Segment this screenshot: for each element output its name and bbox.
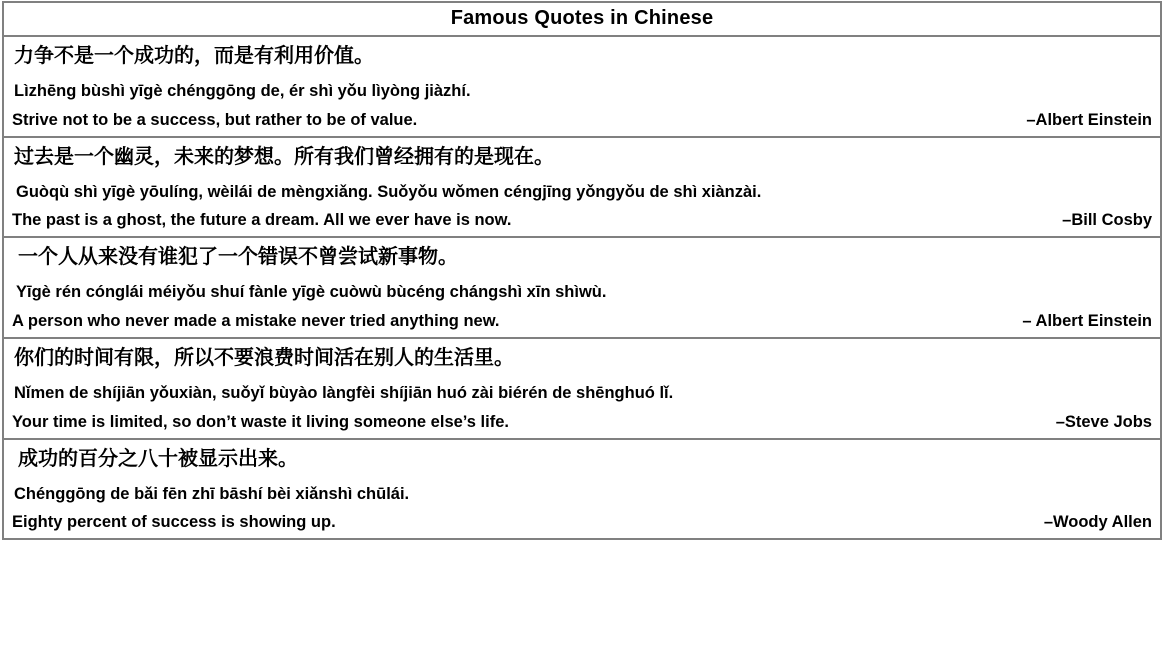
quotes-table: [2, 1, 1162, 540]
quote-pinyin: Yīgè rén cónglái méiyǒu shuí fànle yīgè cuòwù bùcéng chángshì xīn shìwù.: [16, 283, 607, 302]
quote-pinyin: Chénggōng de bǎi fēn zhī bāshí bèi xiǎnshì chūlái.: [14, 484, 410, 503]
quote-english: The past is a ghost, the future a dream. All we ever have is now.: [12, 211, 512, 230]
quote-english: Eighty percent of success is showing up.: [12, 513, 336, 532]
table-title-row: [4, 3, 1160, 37]
quote-entry: [4, 138, 1160, 239]
quote-author: –Bill Cosby: [1062, 211, 1152, 230]
quote-author: –Woody Allen: [1043, 513, 1152, 532]
quote-author: – Albert Einstein: [1022, 312, 1152, 331]
quote-author: –Steve Jobs: [1055, 412, 1152, 431]
quote-english-row: [4, 310, 1160, 335]
quote-entry: [4, 440, 1160, 539]
quote-chinese: 力争不是一个成功的，而是有利用价值。: [14, 45, 374, 67]
quote-english-row: [4, 411, 1160, 436]
quote-chinese: 一个人从来没有谁犯了一个错误不曾尝试新事物。: [18, 246, 458, 269]
quote-english: Strive not to be a success, but rather to be of value.: [12, 110, 418, 129]
quote-english-row: [4, 511, 1160, 536]
quote-chinese: 成功的百分之八十被显示出来。: [18, 447, 298, 470]
quote-english-row: [4, 209, 1160, 234]
quote-english-row: [4, 109, 1160, 134]
quote-pinyin: Lìzhēng bùshì yīgè chénggōng de, ér shì yǒu lìyòng jiàzhí.: [14, 82, 471, 100]
quote-entry: [4, 37, 1160, 138]
quote-entry: [4, 238, 1160, 339]
quote-entry: [4, 339, 1160, 440]
quote-author: –Albert Einstein: [1026, 110, 1152, 129]
quote-pinyin: Guòqù shì yīgè yōulíng, wèilái de mèngxiǎng. Suǒyǒu wǒmen céngjīng yǒngyǒu de shì xiànzài.: [16, 182, 762, 201]
quote-english: A person who never made a mistake never tried anything new.: [12, 312, 500, 331]
quote-english: Your time is limited, so don’t waste it living someone else’s life.: [12, 412, 509, 431]
quote-chinese: 过去是一个幽灵，未来的梦想。所有我们曾经拥有的是现在。: [14, 145, 554, 168]
quote-chinese: 你们的时间有限，所以不要浪费时间活在别人的生活里。: [14, 347, 514, 370]
quote-pinyin: Nǐmen de shíjiān yǒuxiàn, suǒyǐ bùyào làngfèi shíjiān huó zài biérén de shēnghuó lǐ.: [14, 384, 674, 403]
page-title: Famous Quotes in Chinese: [450, 7, 714, 29]
